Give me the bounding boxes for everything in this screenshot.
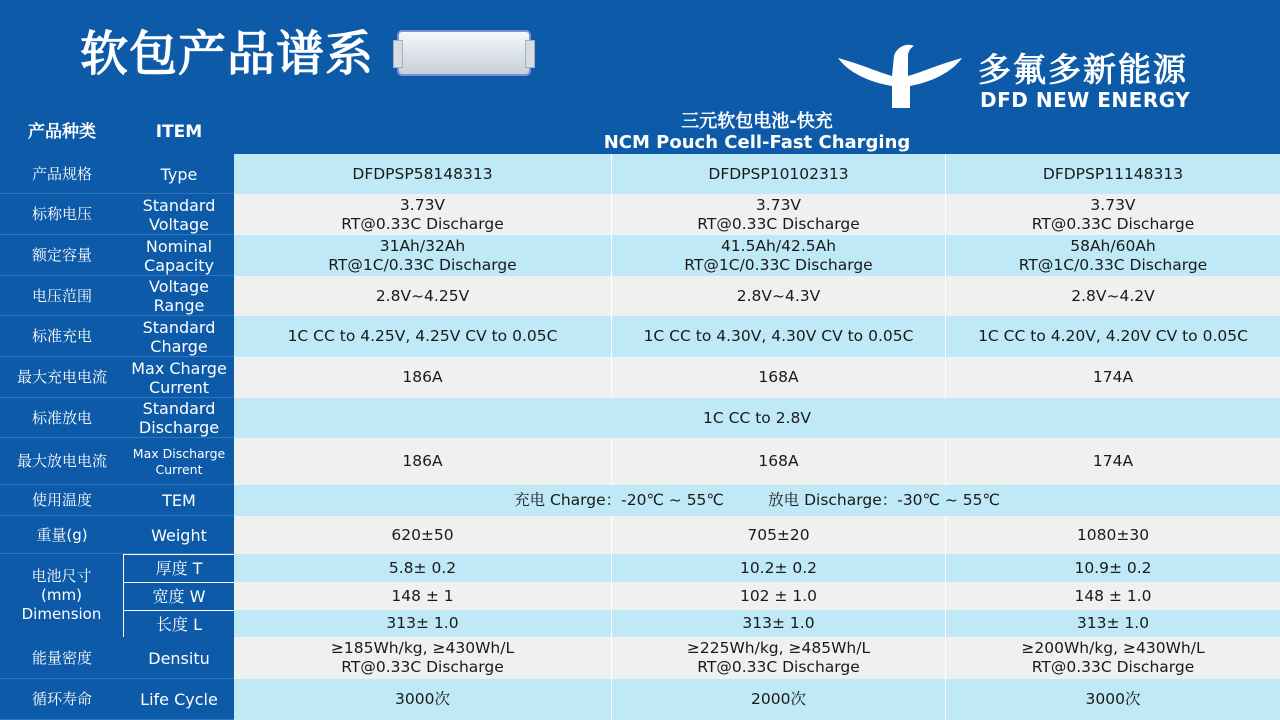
row-value-col2-line: RT@0.33C Discharge	[697, 214, 860, 233]
row-value-col1-line: 148 ± 1	[391, 586, 454, 605]
header-title-cn: 三元软包电池-快充	[681, 111, 833, 132]
row-value-col3-line: 174A	[1092, 368, 1134, 386]
row-value-col1-line: ≥185Wh/kg, ≥430Wh/L	[330, 639, 515, 657]
dimension-group-label	[0, 554, 124, 637]
row-value-col1-line: 31Ah/32Ah	[379, 236, 466, 255]
row-item-en	[124, 637, 234, 679]
row-value-col3	[945, 235, 1280, 276]
row-value-col2	[611, 637, 945, 679]
row-value-col1-line: RT@1C/0.33C Discharge	[328, 255, 517, 274]
pouch-cell-image	[397, 30, 531, 76]
row-value-col3	[945, 194, 1280, 235]
table-row	[0, 398, 1280, 438]
table-row	[0, 276, 1280, 316]
row-category-cn: 使用温度	[31, 491, 92, 509]
row-value-col3	[945, 610, 1280, 637]
logo-text-en: DFD NEW ENERGY	[980, 88, 1191, 112]
row-value-col2	[611, 679, 945, 720]
row-category-cn: 电压范围	[31, 286, 92, 305]
row-value-col2-line: 2000次	[751, 690, 806, 708]
row-item-en	[124, 610, 234, 637]
row-value-col1	[234, 554, 611, 582]
row-item-en-line: Standard	[142, 195, 216, 215]
row-value-col3	[945, 554, 1280, 582]
dimension-label-line: Dimension	[21, 605, 102, 623]
row-value-col2	[611, 316, 945, 357]
table-row	[0, 194, 1280, 235]
row-value-col1	[234, 516, 611, 554]
table-row	[0, 485, 1280, 516]
row-item-en	[124, 235, 234, 276]
row-value-col2-line: 168A	[758, 452, 799, 470]
row-item-en-line: Voltage	[148, 277, 209, 296]
row-item-en-line: Max Charge	[131, 358, 227, 378]
cell-tab-right	[525, 40, 535, 68]
header-bar	[0, 0, 1280, 110]
row-item-en	[124, 582, 234, 610]
row-value-col1	[234, 357, 611, 398]
row-value-col1-line: 3000次	[395, 690, 450, 708]
row-value-col1-line: 186A	[402, 368, 443, 386]
row-value-col3-line: RT@1C/0.33C Discharge	[1018, 255, 1208, 274]
row-value-col1-line: DFDPSP58148313	[352, 164, 493, 183]
row-value-col1	[234, 194, 611, 235]
row-value-col2-line: 705±20	[747, 525, 810, 544]
row-item-en	[124, 357, 234, 398]
table-row	[0, 357, 1280, 398]
row-value-col2-line: 313± 1.0	[742, 614, 815, 632]
row-value-col3	[945, 316, 1280, 357]
row-value-col1	[234, 235, 611, 276]
row-item-en-line: Standard	[142, 399, 216, 418]
dimension-label-line: 电池尺寸	[31, 567, 92, 585]
row-value-col2-line: 41.5Ah/42.5Ah	[720, 236, 837, 255]
row-value-col1-line: RT@0.33C Discharge	[341, 658, 504, 676]
row-category-cn: 重量(g)	[36, 525, 88, 544]
row-item-en-line: Current	[155, 461, 203, 477]
row-value-col3-line: 148 ± 1.0	[1074, 586, 1152, 605]
row-item-en-line: Range	[153, 296, 205, 315]
row-value-span: 1C CC to 2.8V	[234, 398, 1280, 438]
row-item-en	[124, 554, 234, 582]
row-item-en-line: Type	[160, 164, 198, 184]
row-value-col2-line: 168A	[758, 368, 799, 386]
row-item-en	[124, 154, 234, 194]
row-item-en-line: Max Discharge	[132, 445, 226, 461]
row-value-col1	[234, 276, 611, 316]
row-value-col1	[234, 154, 611, 194]
row-value-col1	[234, 637, 611, 679]
row-value-col2-line: 1C CC to 4.30V, 4.30V CV to 0.05C	[643, 327, 914, 345]
header-title-en: NCM Pouch Cell-Fast Charging	[603, 132, 911, 153]
row-value-col2-line: DFDPSP10102313	[708, 164, 849, 183]
row-item-en-line: Nominal	[145, 236, 213, 256]
table-row	[0, 582, 1280, 610]
row-value-col3-line: 2.8V~4.2V	[1071, 286, 1155, 305]
row-value-col2-line: 2.8V~4.3V	[736, 286, 821, 305]
row-value-col1-line: RT@0.33C Discharge	[341, 214, 504, 233]
row-value-col2-line: 10.2± 0.2	[739, 558, 818, 577]
row-value-col2	[611, 610, 945, 637]
table-row	[0, 554, 1280, 582]
row-item-en	[124, 516, 234, 554]
row-value-col2	[611, 554, 945, 582]
row-value-col1	[234, 582, 611, 610]
row-value-col3-line: 3000次	[1085, 690, 1141, 708]
table-row	[0, 516, 1280, 554]
row-category-cn: 循环寿命	[31, 690, 92, 708]
row-value-col2	[611, 516, 945, 554]
row-item-en-line: 宽度 W	[152, 587, 206, 606]
row-item-en-line: Voltage	[148, 214, 209, 234]
row-item-en	[124, 194, 234, 235]
row-item-en-line: Current	[148, 377, 210, 397]
dimension-label-line: (mm)	[41, 586, 82, 604]
row-value-col3	[945, 637, 1280, 679]
row-value-col3-line: 58Ah/60Ah	[1070, 236, 1156, 255]
row-item-en-line: Discharge	[138, 418, 220, 437]
row-category-cn: 能量密度	[31, 648, 92, 667]
row-item-en-line: Capacity	[144, 255, 214, 275]
row-item-en-line: Densitu	[148, 648, 210, 668]
row-item-en	[124, 438, 234, 485]
row-value-col1	[234, 316, 611, 357]
row-value-col2-line: RT@0.33C Discharge	[697, 658, 860, 676]
header-category: 产品种类	[28, 121, 96, 142]
row-category-cn: 标准放电	[31, 408, 92, 427]
table-row	[0, 438, 1280, 485]
row-item-en	[124, 276, 234, 316]
spec-table	[0, 110, 1280, 720]
row-value-span: 充电 Charge：-20℃ ~ 55℃ 放电 Discharge：-30℃ ~ 55℃	[234, 485, 1280, 516]
row-item-en-line: Standard	[142, 317, 216, 337]
row-item-en	[124, 679, 234, 720]
row-value-col2	[611, 438, 945, 485]
row-value-col1-line: 2.8V~4.25V	[375, 286, 470, 305]
row-item-en-line: 长度 L	[155, 614, 202, 634]
table-row	[0, 154, 1280, 194]
row-value-col3-line: DFDPSP11148313	[1042, 164, 1184, 183]
row-value-col3	[945, 276, 1280, 316]
table-header-row	[0, 110, 1280, 154]
row-value-col3	[945, 154, 1280, 194]
header-product-title	[234, 110, 1280, 154]
row-category-cn: 产品规格	[31, 164, 92, 183]
row-category-cn: 额定容量	[31, 246, 92, 264]
row-category-cn: 标称电压	[31, 205, 92, 223]
row-value-col3-line: 10.9± 0.2	[1074, 558, 1152, 577]
row-category-cn: 标准充电	[31, 327, 92, 345]
row-value-col2	[611, 276, 945, 316]
row-value-col3	[945, 516, 1280, 554]
row-value-col2-line: 102 ± 1.0	[739, 586, 818, 605]
row-value-col1-line: 313± 1.0	[386, 614, 459, 632]
row-value-col2	[611, 357, 945, 398]
row-value-col3-line: 313± 1.0	[1076, 614, 1150, 632]
row-value-col2	[611, 235, 945, 276]
row-category-cn: 最大放电电流	[16, 452, 107, 470]
logo-text-cn: 多氟多新能源	[978, 50, 1188, 89]
row-value-col1-line: 1C CC to 4.25V, 4.25V CV to 0.05C	[287, 327, 558, 345]
row-value-col2	[611, 154, 945, 194]
row-value-col3-line: 1080±30	[1076, 525, 1150, 544]
row-value-col2-line: ≥225Wh/kg, ≥485Wh/L	[686, 639, 871, 657]
table-row	[0, 637, 1280, 679]
row-value-col3-line: RT@0.33C Discharge	[1031, 214, 1195, 233]
row-value-col1-line: 5.8± 0.2	[388, 558, 457, 577]
row-value-col3	[945, 438, 1280, 485]
row-value-col3-line: 174A	[1092, 452, 1134, 470]
row-item-en-line: Weight	[151, 525, 207, 545]
header-item: ITEM	[155, 121, 203, 142]
table-row	[0, 610, 1280, 637]
row-category-cn: 最大充电电流	[16, 368, 107, 386]
row-value-col1	[234, 438, 611, 485]
row-item-en	[124, 398, 234, 438]
row-value-col3	[945, 582, 1280, 610]
row-item-en-line: 厚度 T	[155, 559, 203, 578]
row-value-col2-line: 3.73V	[755, 195, 802, 214]
row-value-col3-line: RT@0.33C Discharge	[1031, 658, 1195, 676]
row-value-col1	[234, 679, 611, 720]
row-value-col1	[234, 610, 611, 637]
eagle-logo-icon	[836, 42, 964, 110]
row-item-en-line: TEM	[162, 491, 196, 510]
row-value-col2-line: RT@1C/0.33C Discharge	[684, 255, 873, 274]
page-title: 软包产品谱系	[80, 26, 375, 82]
row-value-col1-line: 186A	[402, 452, 443, 470]
row-value-col3-line: 3.73V	[1090, 195, 1136, 214]
row-value-col1-line: 620±50	[391, 525, 454, 544]
row-item-en-line: Life Cycle	[140, 690, 218, 709]
row-value-col3	[945, 357, 1280, 398]
row-value-col1-line: 3.73V	[399, 195, 446, 214]
row-value-col3	[945, 679, 1280, 720]
row-value-col2	[611, 194, 945, 235]
row-value-col3-line: ≥200Wh/kg, ≥430Wh/L	[1021, 639, 1205, 657]
row-item-en	[124, 316, 234, 357]
table-row	[0, 316, 1280, 357]
table-row	[0, 679, 1280, 720]
table-row	[0, 235, 1280, 276]
row-value-col3-line: 1C CC to 4.20V, 4.20V CV to 0.05C	[978, 327, 1248, 345]
row-item-en-line: Charge	[150, 336, 208, 356]
row-value-col2	[611, 582, 945, 610]
row-item-en	[124, 485, 234, 516]
cell-tab-left	[393, 40, 403, 68]
